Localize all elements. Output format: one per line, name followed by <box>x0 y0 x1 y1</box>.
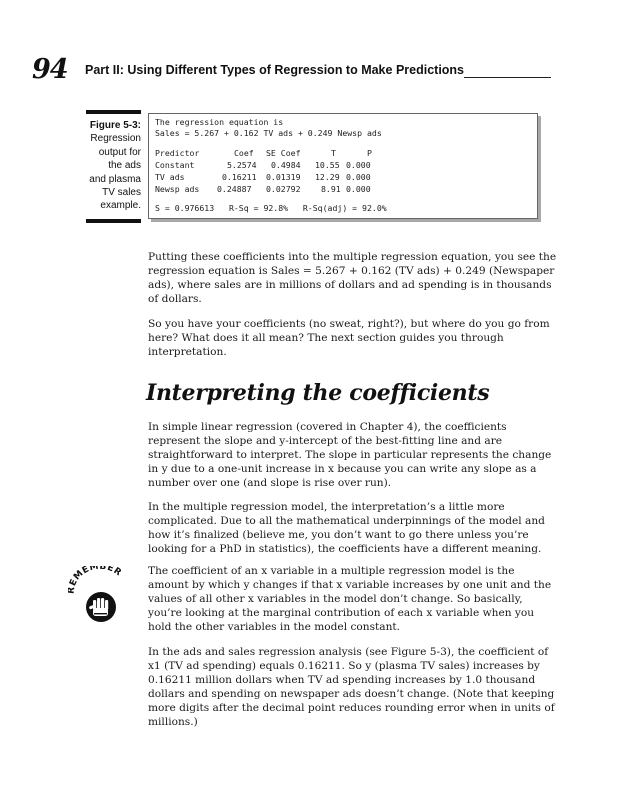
cell-predictor: Newsp ads <box>155 184 200 194</box>
cell-t: 12.29 <box>315 172 340 182</box>
cell-coef: 5.2574 <box>227 160 257 170</box>
equation-intro: The regression equation is <box>155 117 284 127</box>
remember-icon <box>68 566 132 626</box>
cell-p: 0.000 <box>346 184 371 194</box>
cell-predictor: TV ads <box>155 172 185 182</box>
page-number: 94 <box>32 54 68 85</box>
figure-caption-bar-top <box>86 110 141 114</box>
cell-se-coef: 0.4984 <box>271 160 301 170</box>
section-heading: Interpreting the coefficients <box>146 380 490 406</box>
col-header-predictor: Predictor <box>155 148 200 158</box>
cell-t: 10.55 <box>315 160 340 170</box>
paragraph: The coefficient of an x variable in a multiple regression model is the amount by which y changes if that x variable increases by one unit and the values of all other x variables in the model don’t change. So basically, you’re looking at the marginal contribution of each x variable when you hold the other variables in the model constant. <box>148 565 552 633</box>
remember-icon-label: EMEMBER <box>68 566 124 588</box>
paragraph: So you have your coefficients (no sweat, right?), but where do you go from here? What does it all mean? The next section guides you through interpretation. <box>148 318 550 358</box>
cell-se-coef: 0.01319 <box>266 172 301 182</box>
figure-caption-line: the ads <box>108 160 141 172</box>
figure-caption <box>70 119 141 213</box>
cell-coef: 0.16211 <box>222 172 257 182</box>
col-header-coef: Coef <box>234 148 254 158</box>
paragraph: In the ads and sales regression analysis (see Figure 5-3), the coefficient of x1 (TV ad spending) equals 0.16211. So y (plasma TV sales) increases by 0.16211 million dollars when TV ad spending increases by 1.0 thousand dollars and spending on newspaper ads doesn’t change. (Note that keeping more digits after the decimal point reduces rounding error when in units of millions.) <box>148 646 555 728</box>
cell-t: 8.91 <box>321 184 341 194</box>
cell-coef: 0.24887 <box>217 184 252 194</box>
figure-caption-line: and plasma <box>89 173 141 185</box>
col-header-p: P <box>367 148 372 158</box>
paragraph: In simple linear regression (covered in Chapter 4), the coefficients represent the slope and y-intercept of the best-fitting line and are straightforward to interpret. The slope in particular represents the change in y due to a one-unit increase in x because you can write any slope as a number over one (and slope is rise over run). <box>148 421 552 489</box>
figure-caption-line: TV sales <box>102 187 141 199</box>
figure-caption-label: Figure 5-3: <box>89 120 141 131</box>
figure-caption-line: Regression <box>90 133 141 145</box>
figure-caption-line: example. <box>100 200 141 212</box>
regression-output-box <box>148 113 538 219</box>
cell-predictor: Constant <box>155 160 195 170</box>
cell-p: 0.000 <box>346 160 371 170</box>
svg-text:REMEMBER <box>68 566 123 594</box>
col-header-se-coef: SE Coef <box>266 148 301 158</box>
figure-caption-line: output for <box>98 146 141 158</box>
cell-p: 0.000 <box>346 172 371 182</box>
col-header-t: T <box>331 148 336 158</box>
cell-se-coef: 0.02792 <box>266 184 301 194</box>
model-summary: S = 0.976613 R-Sq = 92.8% R-Sq(adj) = 92.0% <box>155 203 387 213</box>
paragraph: In the multiple regression model, the interpretation’s a little more complicated. Due to all the mathematical underpinnings of the model and how it’s finalized (believe me, you don’t want to go there unless you’re looking for a PhD in statistics), the coefficients have a different meaning. <box>148 501 545 555</box>
figure-caption-bar-bottom <box>86 219 141 223</box>
running-head: Part II: Using Different Types of Regression to Make Predictions <box>85 63 465 77</box>
header-rule <box>464 77 551 78</box>
regression-equation: Sales = 5.267 + 0.162 TV ads + 0.249 Newsp ads <box>155 128 382 138</box>
paragraph: Putting these coefficients into the multiple regression equation, you see the regression equation is Sales = 5.267 + 0.162 (TV ads) + 0.249 (Newspaper ads), where sales are in millions of dollars and ad spending is in thousands of dollars. <box>148 251 557 305</box>
